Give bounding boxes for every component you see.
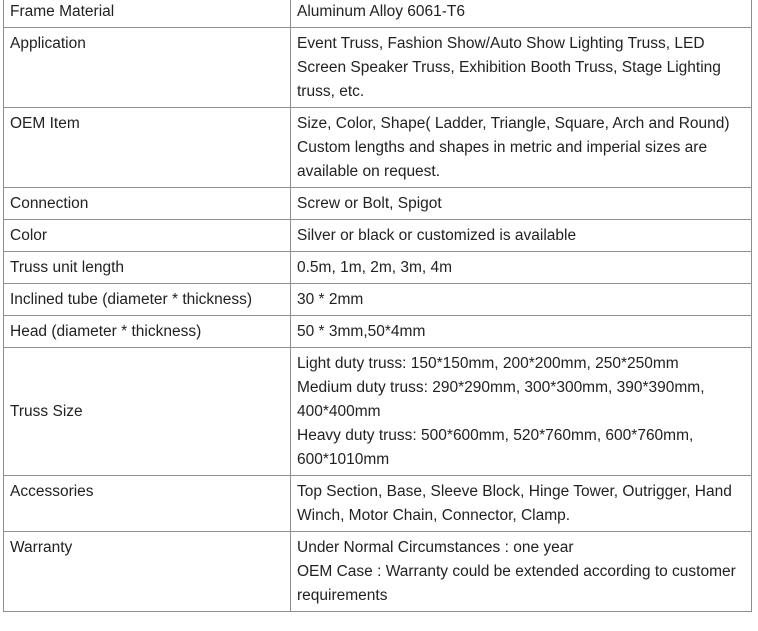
value-line: Aluminum Alloy 6061-T6 (297, 3, 465, 20)
value-line: Size, Color, Shape( Ladder, Triangle, Square, Arch and Round) (297, 115, 730, 132)
table-row (4, 348, 752, 476)
value-line: Top Section, Base, Sleeve Block, Hinge Tower, Outrigger, Hand Winch, Motor Chain, Connector, Clamp. (297, 483, 732, 524)
value-line: 0.5m, 1m, 2m, 3m, 4m (297, 259, 453, 276)
table-row (4, 284, 752, 316)
row-value (291, 220, 752, 252)
row-label: Connection (4, 188, 291, 220)
table-row (4, 316, 752, 348)
value-line: OEM Case : Warranty could be extended according to customer requirements (297, 563, 736, 604)
row-value (291, 532, 752, 612)
row-label: Inclined tube (diameter * thickness) (4, 284, 291, 316)
value-line: Screw or Bolt, Spigot (297, 195, 442, 212)
table-row (4, 476, 752, 532)
row-value (291, 0, 752, 28)
row-value (291, 28, 752, 108)
row-label: OEM Item (4, 108, 291, 188)
row-label: Frame Material (4, 0, 291, 28)
table-row (4, 220, 752, 252)
value-line: 50 * 3mm,50*4mm (297, 323, 426, 340)
row-value (291, 108, 752, 188)
row-label: Accessories (4, 476, 291, 532)
table-row (4, 28, 752, 108)
row-value (291, 284, 752, 316)
value-line: Silver or black or customized is available (297, 227, 577, 244)
table-row (4, 532, 752, 612)
table-row (4, 0, 752, 28)
row-label: Truss unit length (4, 252, 291, 284)
row-label: Warranty (4, 532, 291, 612)
value-line: Heavy duty truss: 500*600mm, 520*760mm, 600*760mm, 600*1010mm (297, 427, 694, 468)
row-value (291, 476, 752, 532)
row-label: Color (4, 220, 291, 252)
value-line: Custom lengths and shapes in metric and imperial sizes are available on request. (297, 139, 708, 180)
table-row (4, 108, 752, 188)
row-value (291, 316, 752, 348)
row-value (291, 348, 752, 476)
table-row (4, 188, 752, 220)
value-line: Light duty truss: 150*150mm, 200*200mm, 250*250mm (297, 355, 679, 372)
spec-table (3, 0, 752, 612)
row-label: Application (4, 28, 291, 108)
value-line: Under Normal Circumstances : one year (297, 539, 574, 556)
row-value (291, 188, 752, 220)
row-label: Head (diameter * thickness) (4, 316, 291, 348)
value-line: Medium duty truss: 290*290mm, 300*300mm, 390*390mm, 400*400mm (297, 379, 705, 420)
row-label: Truss Size (4, 348, 291, 476)
row-value (291, 252, 752, 284)
value-line: 30 * 2mm (297, 291, 364, 308)
value-line: Event Truss, Fashion Show/Auto Show Lighting Truss, LED Screen Speaker Truss, Exhibition Booth Truss, Stage Lighting truss, etc. (297, 35, 721, 100)
table-row (4, 252, 752, 284)
